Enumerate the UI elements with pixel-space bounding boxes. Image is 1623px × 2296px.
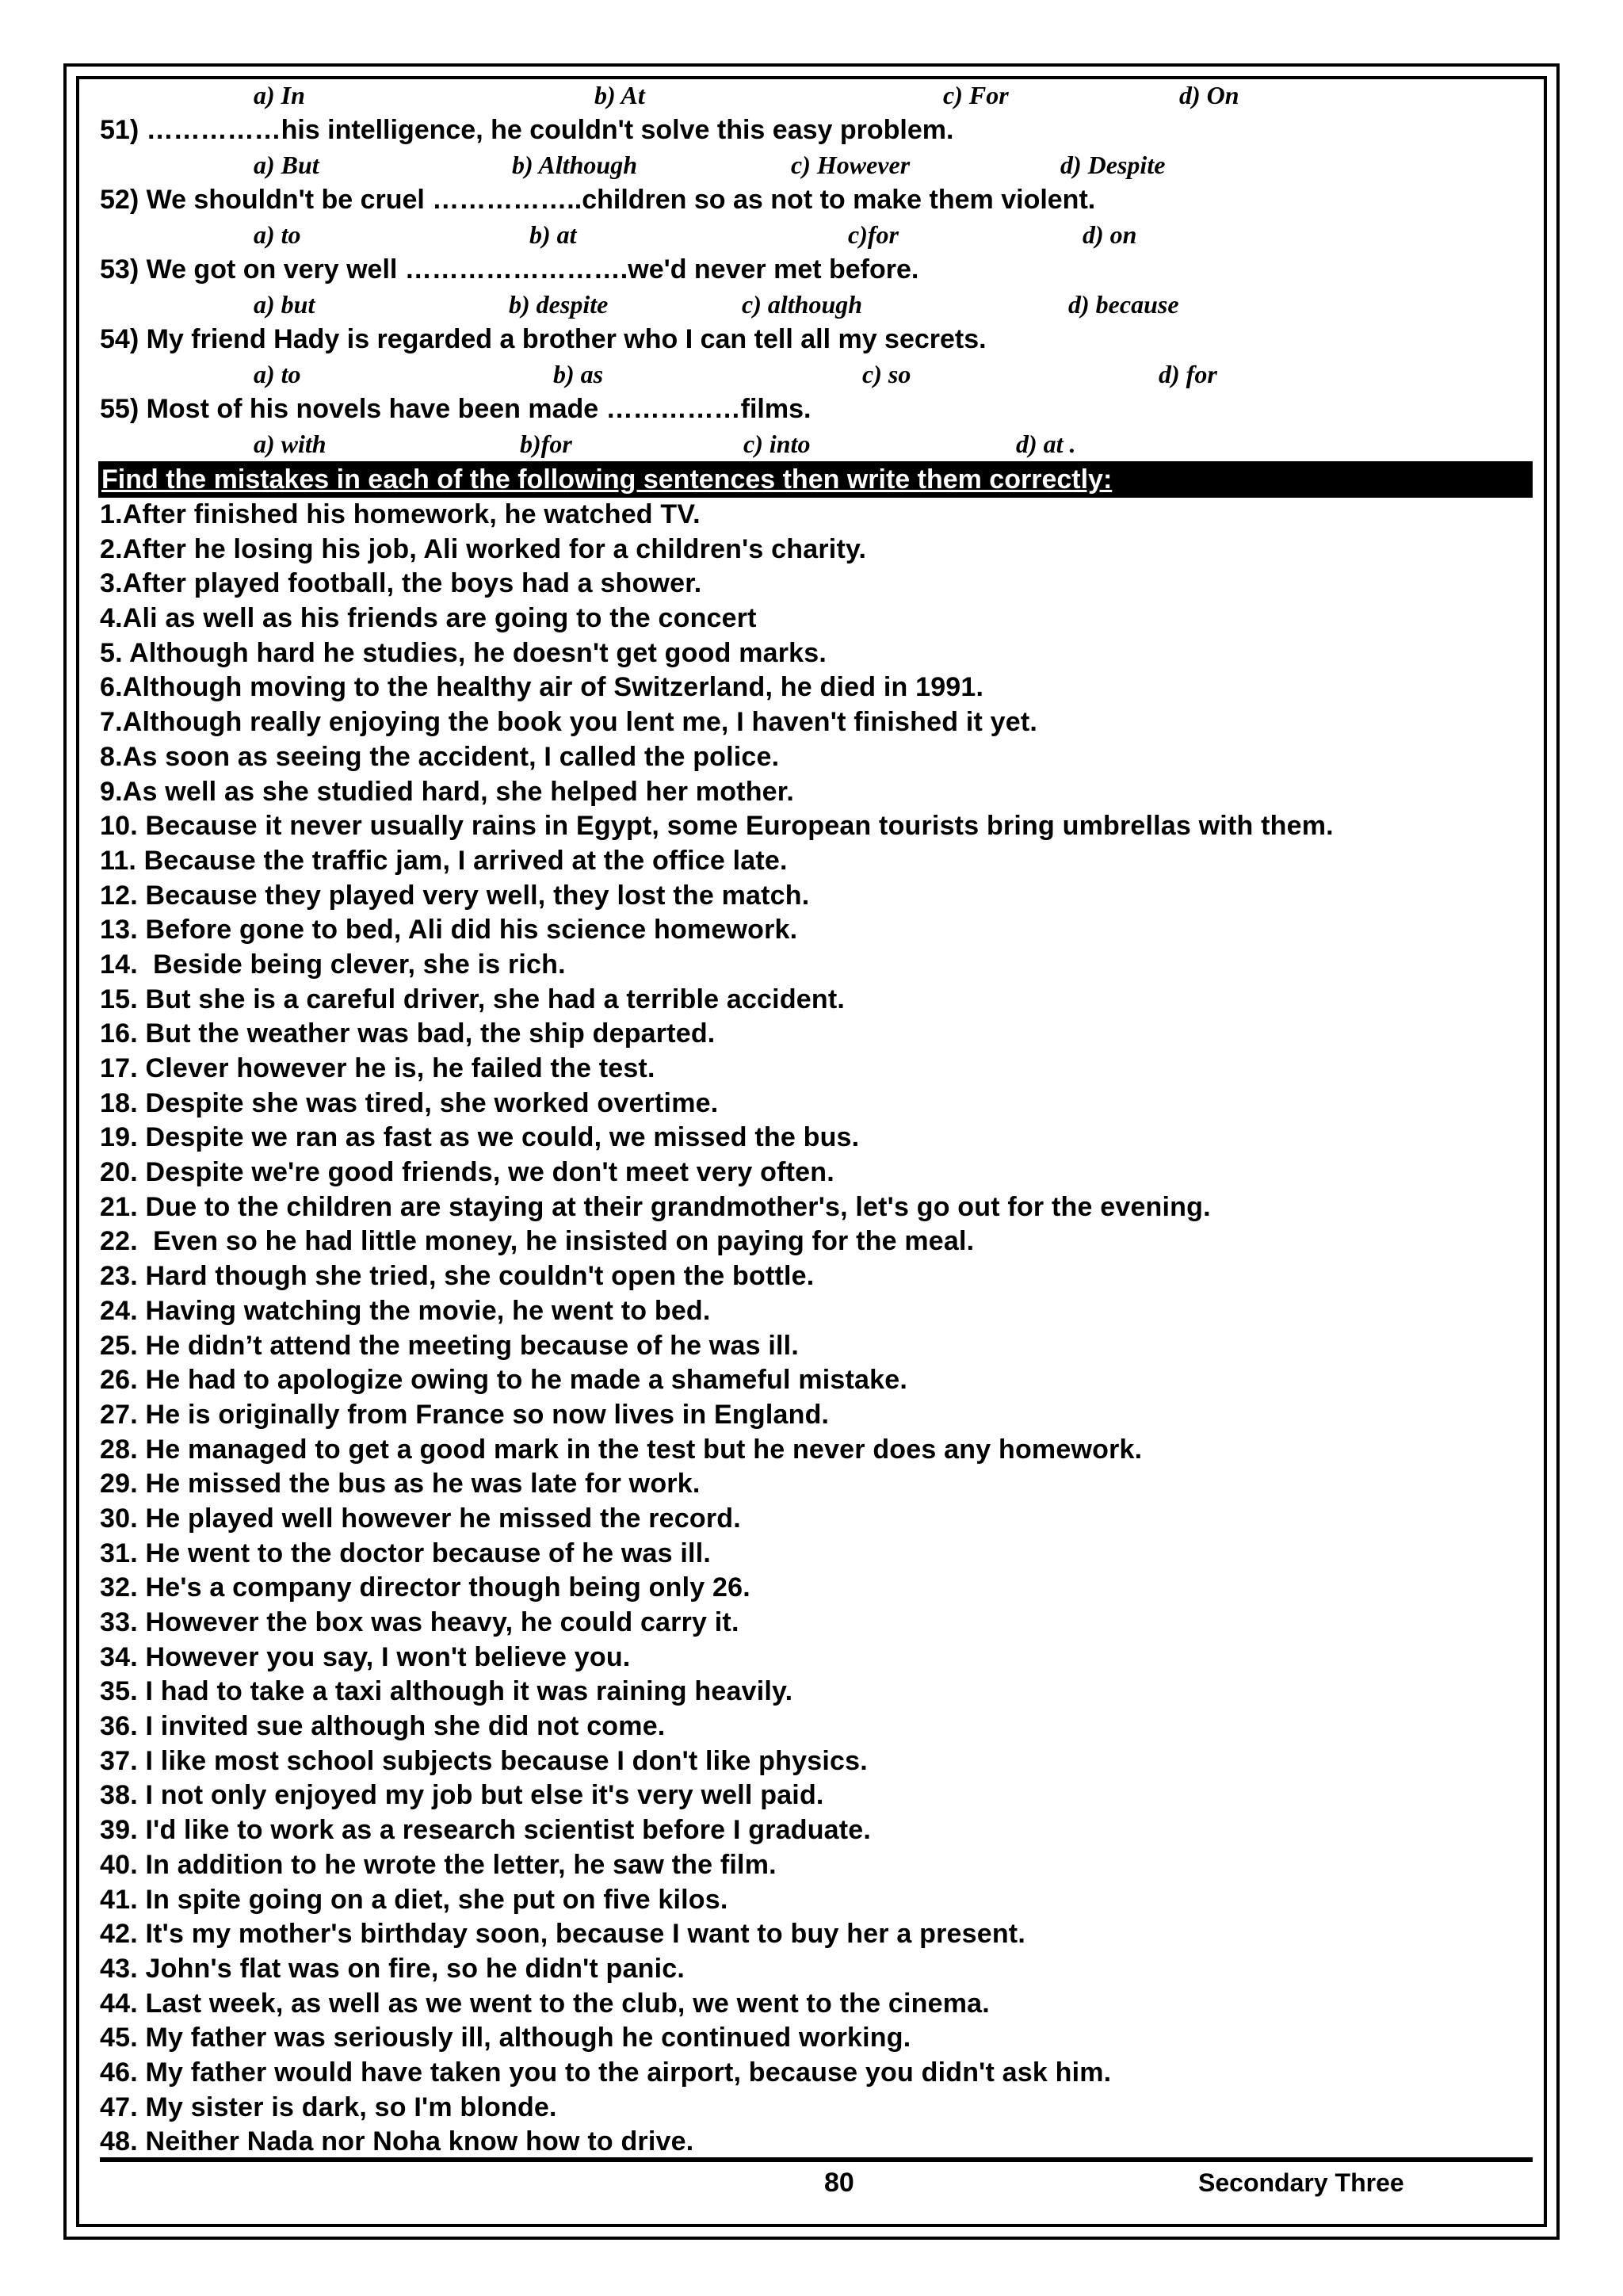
mistake-sentence: 43. John's flat was on fire, so he didn't panic. — [100, 1953, 685, 1984]
mistake-sentence: 23. Hard though she tried, she couldn't open the bottle. — [100, 1261, 815, 1292]
options-row-55 — [100, 426, 1534, 461]
mistake-sentence: 42. It's my mother's birthday soon, because I want to buy her a present. — [100, 1919, 1025, 1950]
options-row-51 — [100, 147, 1534, 182]
options-row-54 — [100, 357, 1534, 392]
mistake-sentence: 9.As well as she studied hard, she helped her mother. — [100, 776, 794, 807]
option-b: b) Although — [512, 151, 637, 179]
option-c: c) For — [943, 81, 1009, 109]
mistake-sentence: 27. He is originally from France so now lives in England. — [100, 1399, 830, 1430]
mistake-sentence: 5. Although hard he studies, he doesn't get good marks. — [100, 637, 827, 668]
options-row-53 — [100, 287, 1534, 322]
mistake-sentence: 11. Because the traffic jam, I arrived at the office late. — [100, 845, 788, 876]
mistake-sentence: 24. Having watching the movie, he went to bed. — [100, 1295, 711, 1326]
mistake-sentence: 31. He went to the doctor because of he was ill. — [100, 1538, 711, 1568]
mistake-sentence: 2.After he losing his job, Ali worked for a children's charity. — [100, 533, 867, 564]
mistake-sentence: 15. But she is a careful driver, she had a terrible accident. — [100, 984, 846, 1014]
mistake-sentence: 18. Despite she was tired, she worked overtime. — [100, 1087, 719, 1118]
mistake-sentence: 4.Ali as well as his friends are going to the concert — [100, 603, 757, 634]
mistake-sentence: 12. Because they played very well, they lost the match. — [100, 880, 810, 911]
mistake-sentence: 6.Although moving to the healthy air of Switzerland, he died in 1991. — [100, 672, 984, 703]
mistake-sentence: 19. Despite we ran as fast as we could, we missed the bus. — [100, 1122, 860, 1153]
mistake-sentence: 37. I like most school subjects because I don't like physics. — [100, 1745, 868, 1776]
option-a: a) to — [254, 220, 301, 249]
mistake-sentence: 13. Before gone to bed, Ali did his science homework. — [100, 915, 798, 946]
option-c: c)for — [848, 220, 899, 249]
mistakes-list — [100, 498, 1534, 2160]
mistake-sentence: 35. I had to take a taxi although it was raining heavily. — [100, 1676, 793, 1707]
option-d: d) Despite — [1060, 151, 1166, 179]
option-b: b) as — [553, 360, 604, 388]
option-b: b) At — [594, 81, 645, 109]
option-a: a) to — [254, 360, 301, 388]
options-row-prev — [100, 78, 1534, 113]
mistake-sentence: 16. But the weather was bad, the ship departed. — [100, 1018, 716, 1049]
mistake-sentence: 3.After played football, the boys had a shower. — [100, 568, 702, 599]
mistake-sentence: 32. He's a company director though being only 26. — [100, 1572, 750, 1603]
mistake-sentence: 26. He had to apologize owing to he made a shameful mistake. — [100, 1365, 908, 1396]
footer-label: Secondary Three — [1198, 2168, 1404, 2197]
mistake-sentence: 28. He managed to get a good mark in the test but he never does any homework. — [100, 1434, 1143, 1465]
option-a: a) but — [254, 290, 315, 319]
option-c: c) although — [742, 290, 863, 319]
mistake-sentence: 36. I invited sue although she did not come. — [100, 1711, 666, 1742]
mistake-sentence: 20. Despite we're good friends, we don't meet very often. — [100, 1157, 834, 1188]
option-d: d) because — [1068, 290, 1179, 319]
mistake-sentence: 21. Due to the children are staying at their grandmother's, let's go out for the evening. — [100, 1191, 1211, 1222]
option-a: a) with — [254, 430, 327, 458]
mistake-sentence: 41. In spite going on a diet, she put on five kilos. — [100, 1884, 728, 1915]
question-54: 54) My friend Hady is regarded a brother who I can tell all my secrets. — [100, 324, 987, 354]
mistake-sentence: 45. My father was seriously ill, although he continued working. — [100, 2023, 911, 2053]
mistake-sentence: 30. He played well however he missed the record. — [100, 1503, 741, 1534]
option-b: b) despite — [509, 290, 609, 319]
mistake-sentence: 48. Neither Nada nor Noha know how to drive. — [100, 2126, 694, 2157]
option-a: a) In — [254, 81, 305, 109]
option-c: c) into — [743, 430, 811, 458]
mistake-sentence: 33. However the box was heavy, he could carry it. — [100, 1607, 739, 1637]
option-a: a) But — [254, 151, 319, 179]
mistake-sentence: 14. Beside being clever, she is rich. — [100, 949, 566, 980]
page-number: 80 — [824, 2168, 854, 2198]
question-55: 55) Most of his novels have been made ……………films. — [100, 394, 812, 424]
option-c: c) so — [862, 360, 911, 388]
mistake-sentence: 39. I'd like to work as a research scientist before I graduate. — [100, 1815, 872, 1846]
mistake-sentence: 8.As soon as seeing the accident, I called the police. — [100, 741, 780, 772]
mistake-sentence: 7.Although really enjoying the book you lent me, I haven't finished it yet. — [100, 707, 1038, 738]
worksheet-content — [100, 78, 1534, 2160]
mistake-sentence: 17. Clever however he is, he failed the test. — [100, 1053, 655, 1083]
options-row-52 — [100, 217, 1534, 252]
mistake-sentence: 10. Because it never usually rains in Egypt, some European tourists bring umbrellas with them. — [100, 811, 1334, 842]
question-53: 53) We got on very well …………………….we'd never met before. — [100, 254, 919, 285]
mistake-sentence: 44. Last week, as well as we went to the club, we went to the cinema. — [100, 1988, 990, 2019]
option-d: d) On — [1179, 81, 1239, 109]
mistake-sentence: 38. I not only enjoyed my job but else it's very well paid. — [100, 1780, 824, 1811]
option-d: d) for — [1159, 360, 1217, 388]
mistake-sentence: 46. My father would have taken you to the airport, because you didn't ask him. — [100, 2057, 1112, 2088]
mistake-sentence: 22. Even so he had little money, he insisted on paying for the meal. — [100, 1226, 975, 1257]
question-51: 51) ……………his intelligence, he couldn't solve this easy problem. — [100, 115, 954, 145]
question-52: 52) We shouldn't be cruel ……………..children so as not to make them violent. — [100, 185, 1096, 215]
mistake-sentence: 47. My sister is dark, so I'm blonde. — [100, 2092, 557, 2122]
section-header: Find the mistakes in each of the following sentences then write them correctly: — [98, 461, 1533, 498]
mistake-sentence: 40. In addition to he wrote the letter, he saw the film. — [100, 1849, 777, 1880]
option-d: d) on — [1083, 220, 1137, 249]
mistake-sentence: 34. However you say, I won't believe you. — [100, 1641, 631, 1672]
option-c: c) However — [791, 151, 911, 179]
option-d: d) at . — [1016, 430, 1076, 458]
mistake-sentence: 25. He didn’t attend the meeting because of he was ill. — [100, 1330, 799, 1361]
option-b: b)for — [520, 430, 572, 458]
mistake-sentence: 29. He missed the bus as he was late for work. — [100, 1469, 701, 1499]
footer-rule — [100, 2157, 1533, 2162]
option-b: b) at — [529, 220, 577, 249]
mistake-sentence: 1.After finished his homework, he watched TV. — [100, 499, 701, 529]
